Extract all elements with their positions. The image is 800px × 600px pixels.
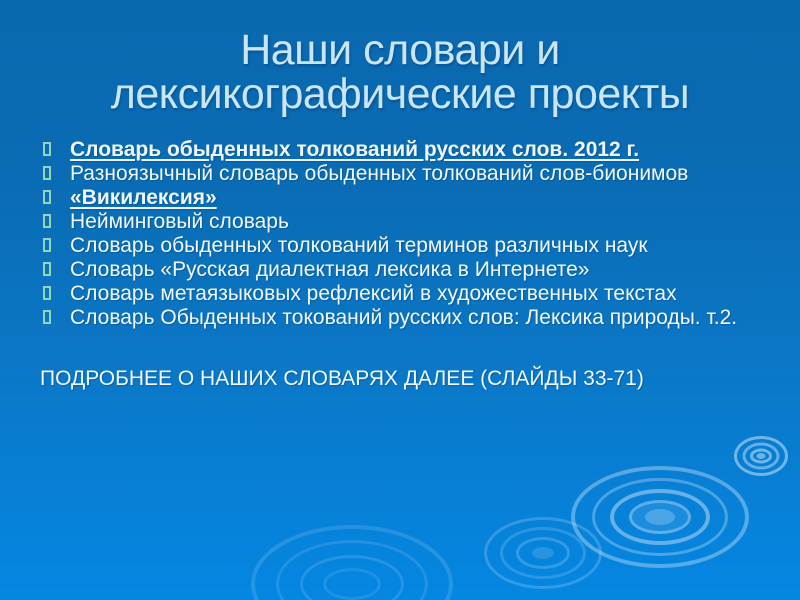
bullet-icon [43,214,51,228]
list-item-link[interactable]: «Викилексия» [70,186,217,209]
list-item [40,186,770,210]
list-item-text: Словарь «Русская диалектная лексика в Интернете» [70,258,590,281]
bullet-icon [43,238,51,252]
list-item-text: Разноязычный словарь обыденных толкований слов-бионимов [70,162,689,185]
list-item [40,306,770,330]
dictionary-list [40,138,770,330]
bullet-icon [43,286,51,300]
slide-title [0,28,800,116]
slide-title-line1: Наши словари и [240,26,560,74]
list-item [40,210,770,234]
footer-note: ПОДРОБНЕЕ О НАШИХ СЛОВАРЯХ ДАЛЕЕ (СЛАЙДЫ 33-71) [40,367,644,390]
bullet-icon [43,190,51,204]
bullet-icon [43,310,51,324]
slide-title-line2: лексикографические проекты [110,70,690,118]
list-item-text: Словарь Обыденных токований русских слов: Лексика природы. т.2. [70,306,738,329]
list-item-text: Словарь метаязыковых рефлексий в художественных текстах [70,282,677,305]
bullet-icon [43,166,51,180]
list-item [40,258,770,282]
list-item-text: Словарь обыденных толкований терминов различных наук [70,234,648,257]
list-item [40,162,770,186]
list-item-link[interactable]: Словарь обыденных толкований русских слов. 2012 г. [70,138,640,161]
list-item [40,138,770,162]
list-item [40,234,770,258]
list-item-text: Нейминговый словарь [70,210,289,233]
bullet-icon [43,142,51,156]
list-item [40,282,770,306]
bullet-icon [43,262,51,276]
